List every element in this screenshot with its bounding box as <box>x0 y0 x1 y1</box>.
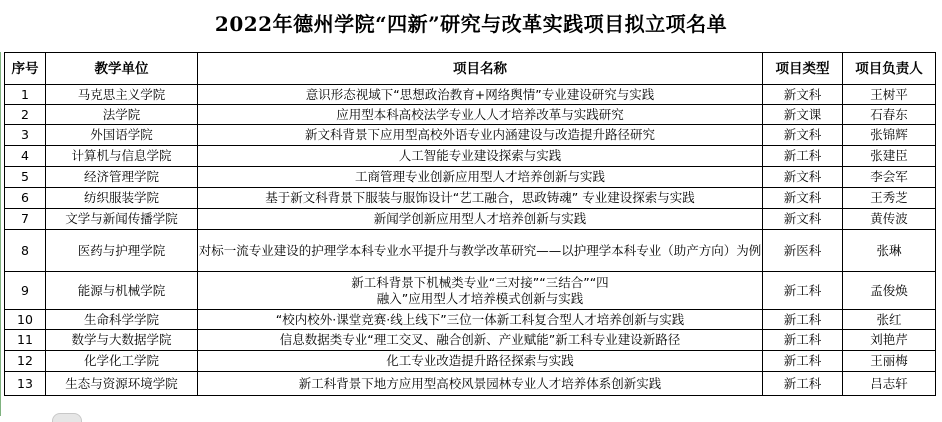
cell-leader[interactable]: 孟俊焕 <box>843 272 936 310</box>
cell-unit[interactable]: 经济管理学院 <box>46 167 198 188</box>
table-row <box>5 105 936 125</box>
cell-no[interactable]: 1 <box>5 85 46 105</box>
cell-project[interactable]: 化工专业改造提升路径探索与实践 <box>198 351 763 372</box>
table-row <box>5 85 936 105</box>
cell-type[interactable]: 新工科 <box>763 372 843 396</box>
cell-project[interactable]: 人工智能专业建设探索与实践 <box>198 146 763 167</box>
cell-unit[interactable]: 文学与新闻传播学院 <box>46 209 198 230</box>
cell-no[interactable]: 9 <box>5 272 46 310</box>
cell-project[interactable]: 工商管理专业创新应用型人才培养创新与实践 <box>198 167 763 188</box>
header-row <box>5 53 936 85</box>
cell-unit[interactable]: 马克思主义学院 <box>46 85 198 105</box>
table-row <box>5 330 936 351</box>
cell-leader[interactable]: 王树平 <box>843 85 936 105</box>
cell-no[interactable]: 5 <box>5 167 46 188</box>
project-table <box>4 52 936 396</box>
cell-type[interactable]: 新文科 <box>763 125 843 146</box>
table-row <box>5 230 936 272</box>
cell-type[interactable]: 新工科 <box>763 330 843 351</box>
cell-unit[interactable]: 化学化工学院 <box>46 351 198 372</box>
cell-unit[interactable]: 数学与大数据学院 <box>46 330 198 351</box>
cell-project[interactable]: 意识形态视域下“思想政治教育+网络舆情”专业建设研究与实践 <box>198 85 763 105</box>
table-row <box>5 167 936 188</box>
cell-type[interactable]: 新医科 <box>763 230 843 272</box>
cell-unit[interactable]: 生命科学学院 <box>46 310 198 330</box>
cell-no[interactable]: 6 <box>5 188 46 209</box>
cell-project[interactable]: 新闻学创新应用型人才培养创新与实践 <box>198 209 763 230</box>
table-row <box>5 351 936 372</box>
cell-unit[interactable]: 计算机与信息学院 <box>46 146 198 167</box>
cell-type[interactable]: 新工科 <box>763 310 843 330</box>
cell-no[interactable]: 3 <box>5 125 46 146</box>
cell-leader[interactable]: 吕志轩 <box>843 372 936 396</box>
sheet-title: 2022年德州学院“四新”研究与改革实践项目拟立项名单 <box>214 12 728 36</box>
cell-unit[interactable]: 能源与机械学院 <box>46 272 198 310</box>
cell-project[interactable]: 应用型本科高校法学专业人人才培养改革与实践研究 <box>198 105 763 125</box>
cell-leader[interactable]: 张琳 <box>843 230 936 272</box>
table-row <box>5 310 936 330</box>
cell-project[interactable]: 新文科背景下应用型高校外语专业内涵建设与改造提升路径研究 <box>198 125 763 146</box>
cell-unit[interactable]: 法学院 <box>46 105 198 125</box>
cell-no[interactable]: 11 <box>5 330 46 351</box>
cell-no[interactable]: 10 <box>5 310 46 330</box>
cell-project[interactable]: 信息数据类专业“理工交叉、融合创新、产业赋能”新工科专业建设新路径 <box>198 330 763 351</box>
cell-no[interactable]: 2 <box>5 105 46 125</box>
cell-type[interactable]: 新文科 <box>763 188 843 209</box>
cell-no[interactable]: 4 <box>5 146 46 167</box>
cell-type[interactable]: 新工科 <box>763 146 843 167</box>
cell-project[interactable]: 新工科背景下机械类专业“三对接”“三结合”“四融入”应用型人才培养模式创新与实践 <box>198 272 763 310</box>
cell-leader[interactable]: 王秀芝 <box>843 188 936 209</box>
cell-no[interactable]: 13 <box>5 372 46 396</box>
table-row <box>5 146 936 167</box>
header-leader[interactable]: 项目负责人 <box>843 53 936 85</box>
cell-leader[interactable]: 石春东 <box>843 105 936 125</box>
cell-project[interactable]: 新工科背景下地方应用型高校风景园林专业人才培养体系创新实践 <box>198 372 763 396</box>
cell-type[interactable]: 新文科 <box>763 209 843 230</box>
cell-project[interactable]: 基于新文科背景下服装与服饰设计“艺工融合，思政铸魂” 专业建设探索与实践 <box>198 188 763 209</box>
cell-type[interactable]: 新工科 <box>763 272 843 310</box>
cell-type[interactable]: 新工科 <box>763 351 843 372</box>
header-unit[interactable]: 教学单位 <box>46 53 198 85</box>
table-row <box>5 125 936 146</box>
cell-leader[interactable]: 王丽梅 <box>843 351 936 372</box>
cell-leader[interactable]: 张锦辉 <box>843 125 936 146</box>
cell-unit[interactable]: 生态与资源环境学院 <box>46 372 198 396</box>
cell-leader[interactable]: 黄传波 <box>843 209 936 230</box>
cell-type[interactable]: 新文课 <box>763 105 843 125</box>
cell-unit[interactable]: 医药与护理学院 <box>46 230 198 272</box>
cell-project[interactable]: 对标一流专业建设的护理学本科专业水平提升与教学改革研究——以护理学本科专业（助产方向）为例 <box>198 230 763 272</box>
table-row <box>5 272 936 310</box>
cell-type[interactable]: 新文科 <box>763 167 843 188</box>
header-project[interactable]: 项目名称 <box>198 53 763 85</box>
header-type[interactable]: 项目类型 <box>763 53 843 85</box>
table-row <box>5 188 936 209</box>
cell-leader[interactable]: 张建臣 <box>843 146 936 167</box>
cell-no[interactable]: 8 <box>5 230 46 272</box>
cell-unit[interactable]: 纺织服装学院 <box>46 188 198 209</box>
cell-leader[interactable]: 刘艳芹 <box>843 330 936 351</box>
cell-unit[interactable]: 外国语学院 <box>46 125 198 146</box>
cell-leader[interactable]: 张红 <box>843 310 936 330</box>
cell-type[interactable]: 新文科 <box>763 85 843 105</box>
cell-no[interactable]: 12 <box>5 351 46 372</box>
cell-no[interactable]: 7 <box>5 209 46 230</box>
table-row <box>5 209 936 230</box>
cell-leader[interactable]: 李会军 <box>843 167 936 188</box>
table-row <box>5 372 936 396</box>
cell-project[interactable]: “校内校外·课堂竞赛·线上线下”三位一体新工科复合型人才培养创新与实践 <box>198 310 763 330</box>
header-no[interactable]: 序号 <box>5 53 46 85</box>
